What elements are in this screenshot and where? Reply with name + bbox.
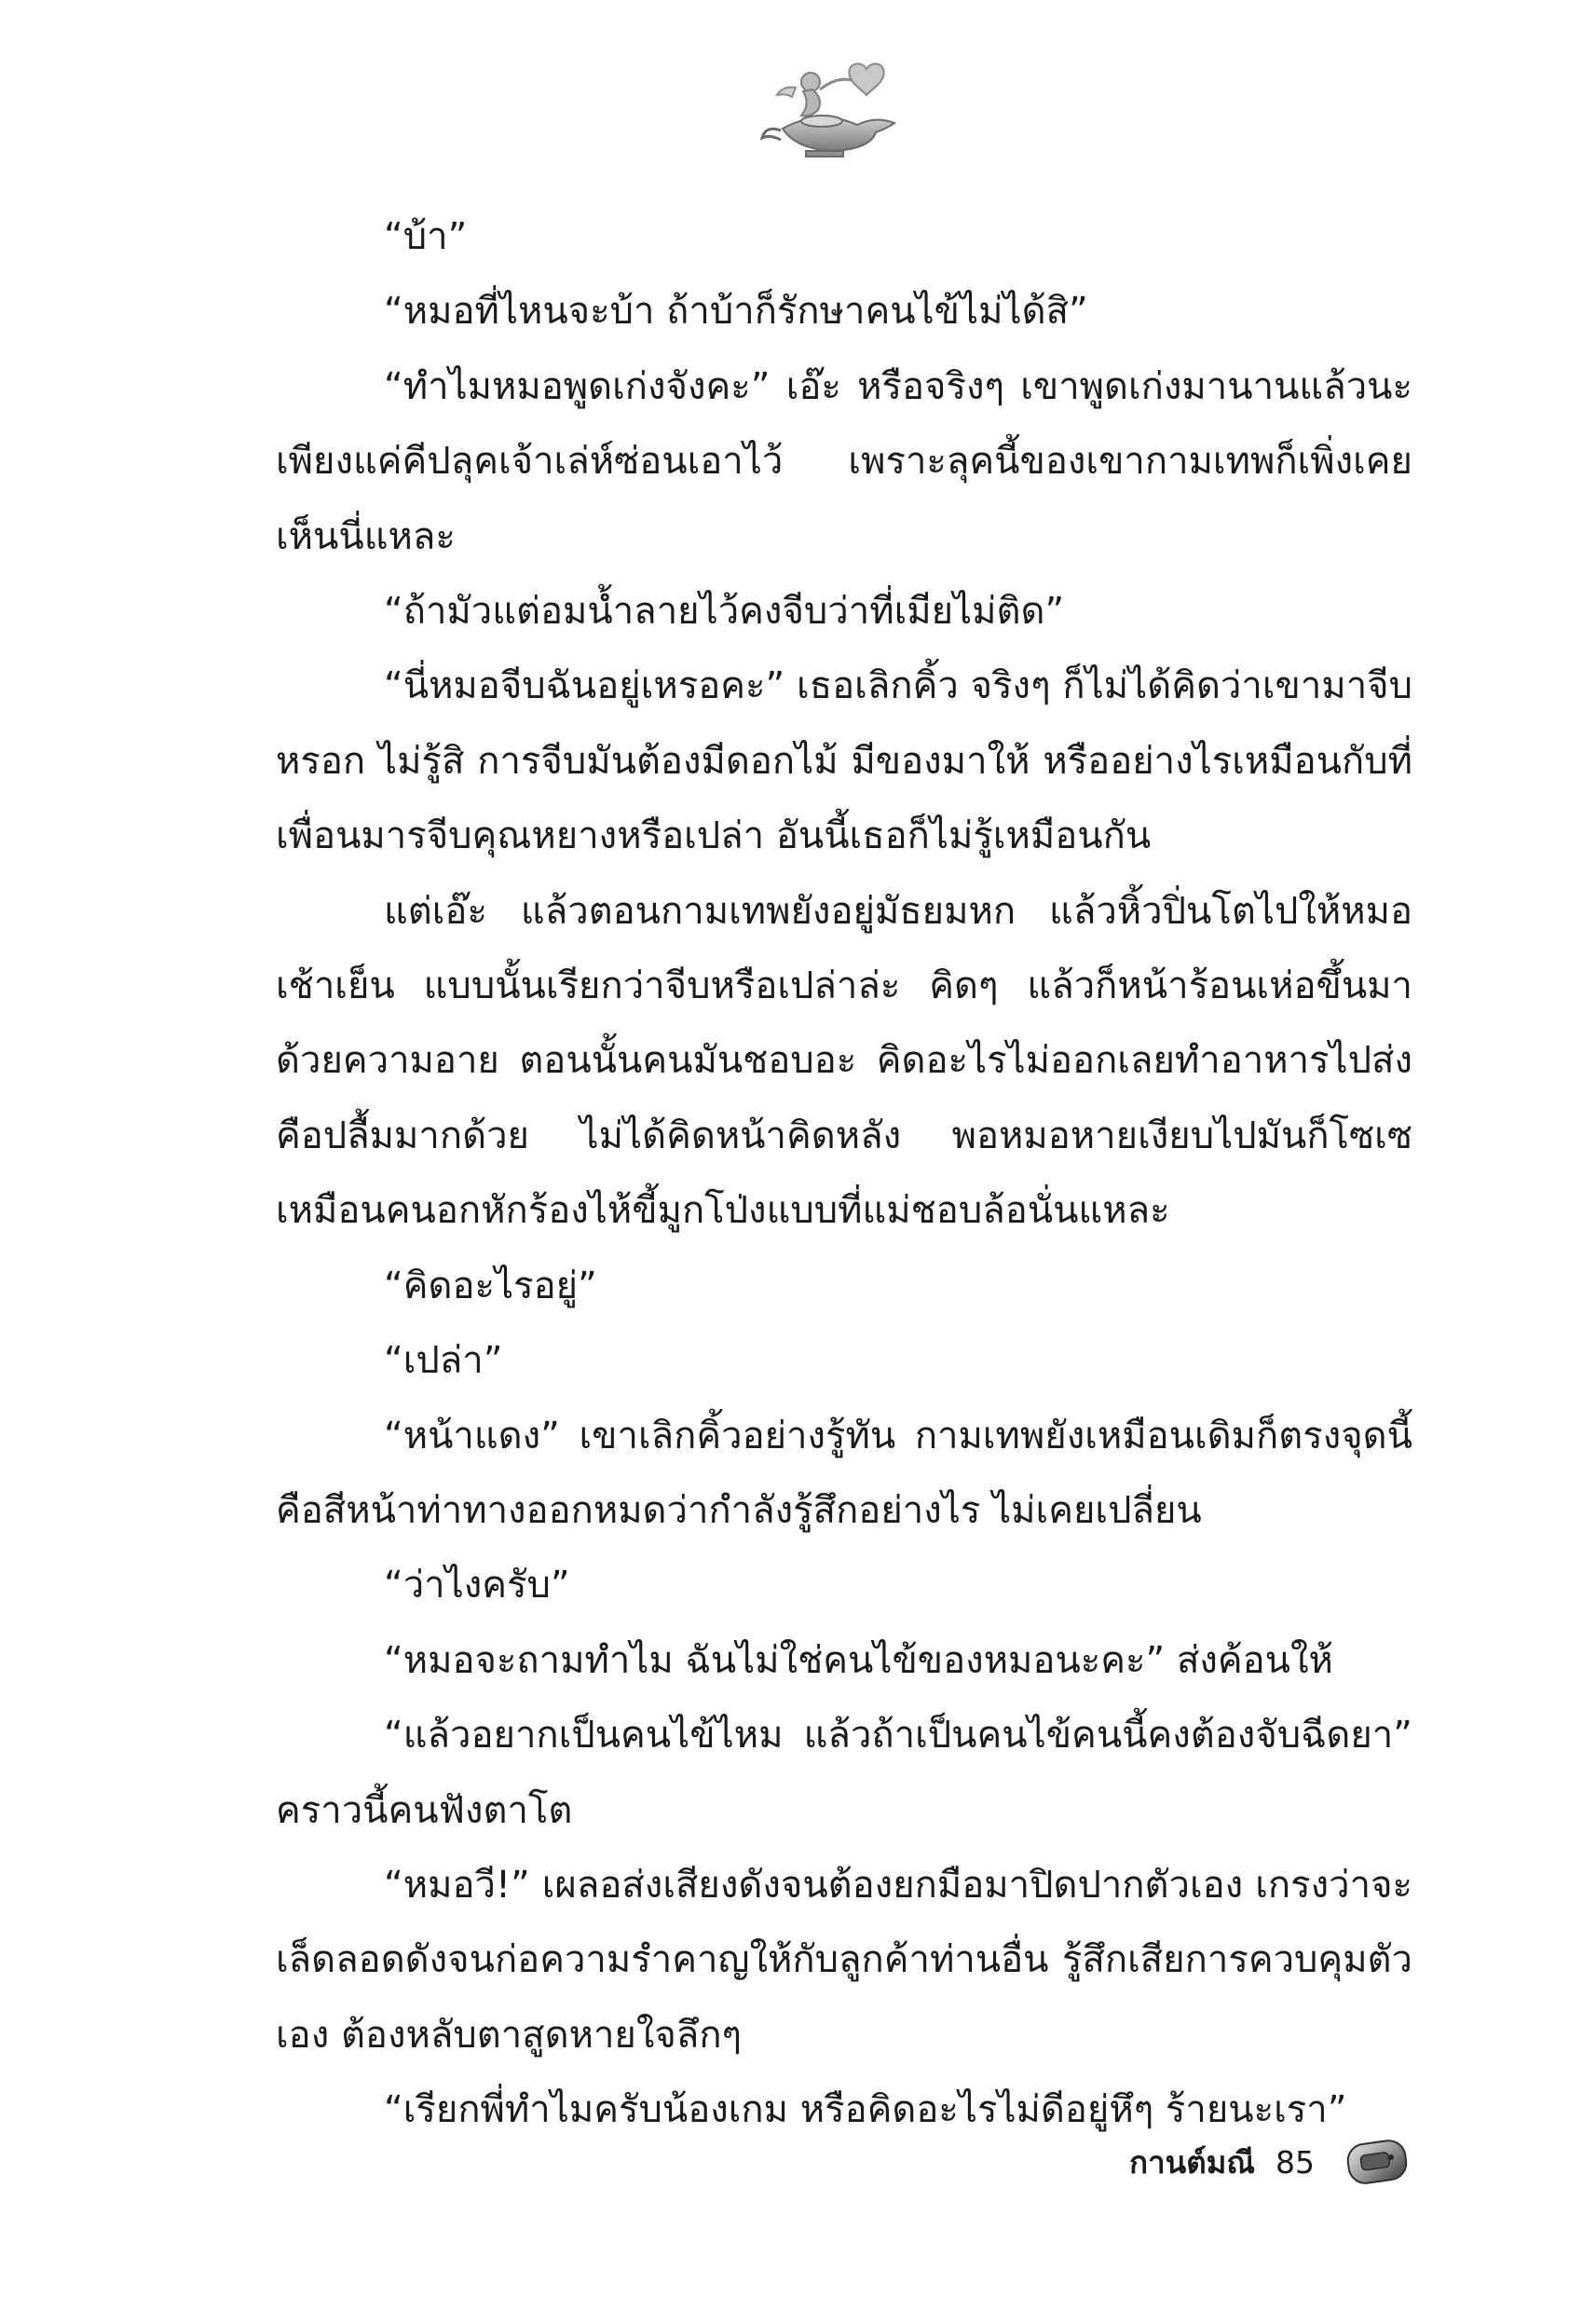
- paragraph: “คิดอะไรอยู่”: [384, 1264, 597, 1307]
- paragraph: “ถ้ามัวแต่อมน้ำลายไว้คงจีบว่าที่เมียไม่ติด”: [384, 590, 1065, 634]
- paragraph: “หมอวี!” เผลอส่งเสียงดังจนต้องยกมือมาปิดปากตัวเอง เกรงว่าจะเล็ดลอดดังจนก่อความรำคาญให้กับลูกค้าท่านอื่น รู้สึกเสียการควบคุมตัวเอง ต้องหลับตาสูดหายใจลึกๆ: [276, 1863, 1412, 2057]
- paragraph: “ว่าไงครับ”: [384, 1564, 570, 1607]
- paragraph: “เรียกพี่ทำไมครับน้องเกม หรือคิดอะไรไม่ดีอยู่หึๆ ร้ายนะเรา”: [384, 2088, 1347, 2132]
- paragraph: “หน้าแดง” เขาเลิกคิ้วอย่างรู้ทัน กามเทพยังเหมือนเดิมก็ตรงจุดนี้ คือสีหน้าท่าทางออกหมดว่ากำลังรู้สึกอย่างไร ไม่เคยเปลี่ยน: [276, 1414, 1412, 1532]
- paragraph: “ทำไมหมอพูดเก่งจังคะ” เอ๊ะ หรือจริงๆ เขาพูดเก่งมานานแล้วนะ เพียงแค่คีปลุคเจ้าเล่ห์ซ่อนเอาไว้ เพราะลุคนี้ของเขากามเทพก็เพิ่งเคยเห็นนี่แหละ: [276, 364, 1412, 558]
- paragraph: “แล้วอยากเป็นคนไข้ไหม แล้วถ้าเป็นคนไข้คนนี้คงต้องจับฉีดยา” คราวนี้คนฟังตาโต: [276, 1714, 1412, 1832]
- paragraph: “หมอที่ไหนจะบ้า ถ้าบ้าก็รักษาคนไข้ไม่ได้สิ”: [384, 290, 1088, 334]
- magic-lamp-cupid-icon: [755, 56, 913, 168]
- paragraph: “หมอจะถามทำไม ฉันไม่ใช่คนไข้ของหมอนะคะ” ส่งค้อนให้: [384, 1638, 1333, 1682]
- page-footer: [1129, 2129, 1410, 2195]
- chapter-body-text: [276, 199, 1412, 2148]
- paragraph: “นี่หมอจีบฉันอยู่เหรอคะ” เธอเลิกคิ้ว จริงๆ ก็ไม่ได้คิดว่าเขามาจีบหรอก ไม่รู้สิ การจีบมันต้องมีดอกไม้ มีของมาให้ หรืออย่างไรเหมือนกับที่เพื่อนมารจีบคุณหยางหรือเปล่า อันนี้เธอก็ไม่รู้เหมือนกัน: [276, 664, 1412, 858]
- rounded-device-icon: [1344, 2135, 1410, 2189]
- footer-author: กานต์มณี: [1129, 2143, 1255, 2181]
- paragraph: “เปล่า”: [384, 1339, 503, 1383]
- page-number: 85: [1275, 2143, 1315, 2181]
- paragraph: “บ้า”: [384, 215, 468, 258]
- paragraph: แต่เอ๊ะ แล้วตอนกามเทพยังอยู่มัธยมหก แล้วหิ้วปิ่นโตไปให้หมอเช้าเย็น แบบนั้นเรียกว่าจีบหรือเปล่าล่ะ คิดๆ แล้วก็หน้าร้อนเห่อขึ้นมาด้วยความอาย ตอนนั้นคนมันชอบอะ คิดอะไรไม่ออกเลยทำอาหารไปส่ง คือปลื้มมากด้วย ไม่ได้คิดหน้าคิดหลัง พอหมอหายเงียบไปมันก็โซเซเหมือนคนอกหักร้องไห้ขี้มูกโป่งแบบที่แม่ชอบล้อนั่นแหละ: [276, 889, 1412, 1233]
